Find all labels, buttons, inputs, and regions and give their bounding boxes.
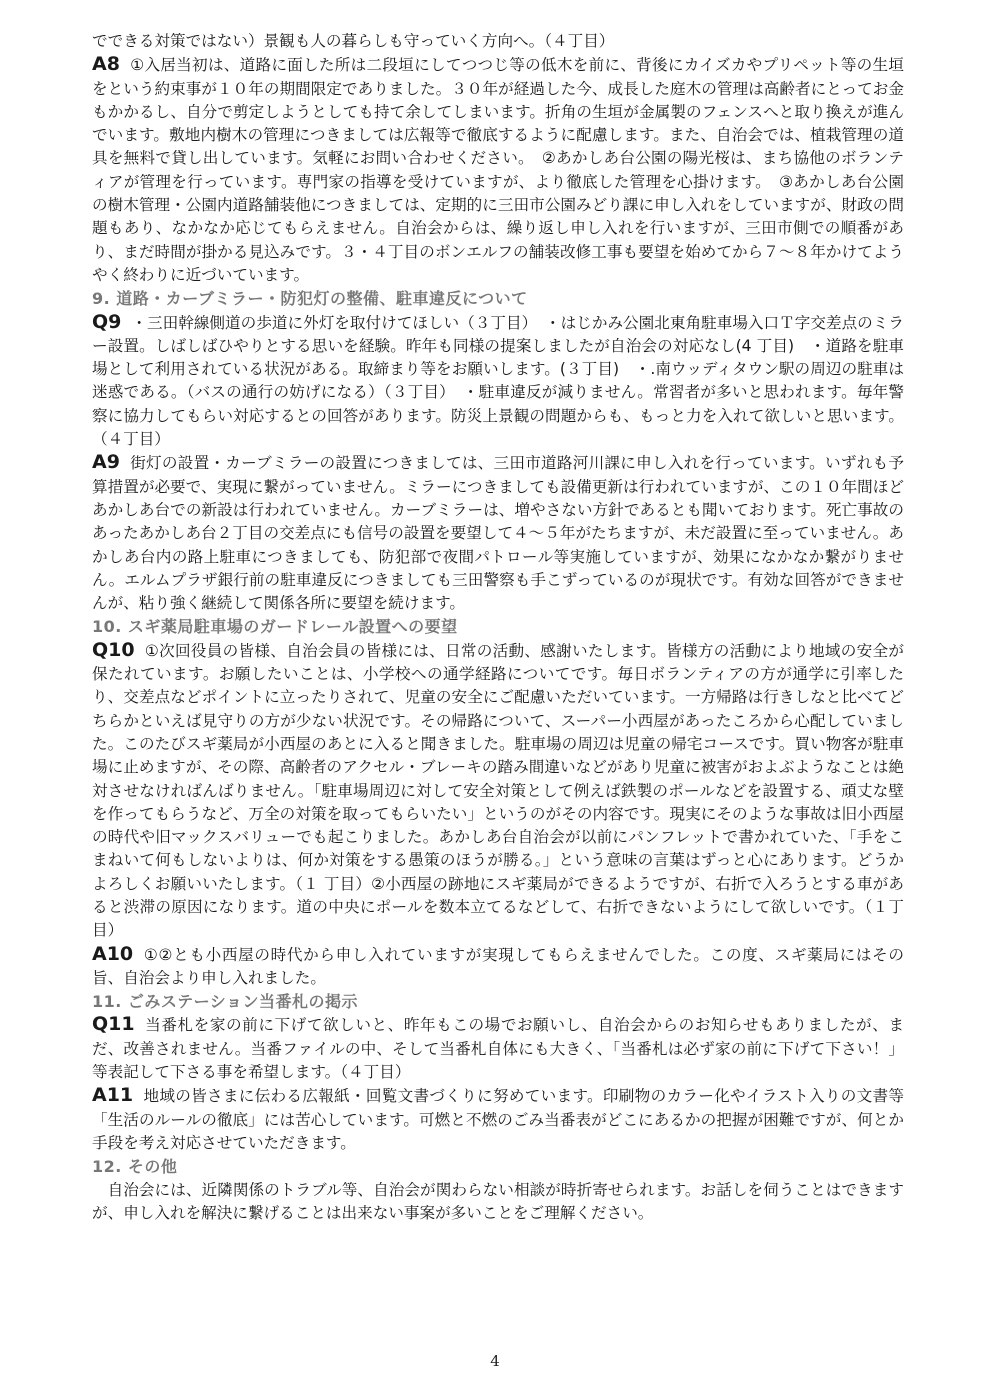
answer-text: ①入居当初は、道路に面した所は二段垣にしてつつじ等の低木を前に、背後にカイズカやプリペット等の生垣をという約束事が１０年の期間限定でありました。３０年が経過した今、成長した庭木の管理は高齢者にとってお金もかかるし、自分で剪定しようとしても持て余してしまいます。折角の生垣が金属製のフェンスへと取り換えが進んでいます。敷地内樹木の管理につきましては広報等で徹底するように配慮します。また、自治会では、植栽管理の道具を無料で貸し出しています。気軽にお問い合わせください。 ②あかしあ台公園の陽光桜は、まち協他のボランティアが管理を行っています。専門家の指導を受けていますが、より徹底した管理を心掛けます。 ③あかしあ台公園の樹木管理・公園内道路舗装他につきましては、定期的に三田市公園みどり課に申し入れをしていますが、財政の問題もあり、なかなか応じてもらえません。自治会からは、繰り返し申し入れを行いますが、三田市側での順番があり、まだ時間が掛かる見込みです。３・４丁目のボンエルフの舗装改修工事も要望を始めてから７～８年かけてようやく終わりに近づいています。 (92, 56, 904, 284)
section-heading-11: 11. ごみステーション当番札の掲示 (92, 992, 358, 1012)
page-number: 4 (490, 1352, 500, 1370)
answer-9 (92, 451, 904, 615)
page-content (92, 30, 904, 1225)
other-paragraph: 自治会には、近隣関係のトラブル等、自治会が関わらない相談が時折寄せられます。お話しを伺うことはできますが、申し入れを解決に繋げることは出来ない事案が多いことをご理解ください。 (92, 1180, 904, 1222)
question-text: 当番札を家の前に下げて欲しいと、昨年もこの場でお願いし、自治会からのお知らせもありましたが、まだ、改善されません。当番ファイルの中、そして当番札自体にも大きく、「当番札は必ず家の前に下げて下さい！」等表記して下さる事を希望します。（４丁目） (92, 1016, 904, 1082)
answer-text: ①②とも小西屋の時代から申し入れていますが実現してもらえませんでした。この度、スギ薬局にはその旨、自治会より申し入れました。 (92, 945, 904, 987)
answer-10 (92, 943, 904, 991)
answer-8 (92, 53, 904, 287)
section-heading-9: 9. 道路・カーブミラー・防犯灯の整備、駐車違反について (92, 289, 528, 309)
question-label: Q9 (92, 310, 122, 333)
question-text: ①次回役員の皆様、自治会員の皆様には、日常の活動、感謝いたします。皆様方の活動により地域の安全が保たれています。お願したいことは、小学校への通学経路についてです。毎日ボランティアの方が通学に引率したり、交差点などポイントに立ったりされて、児童の安全にご配慮いただいています。一方帰路は行きしなと比べてどちらかといえば見守りの方が少ない状況です。その帰路について、スーパー小西屋があったころから心配していました。このたびスギ薬局が小西屋のあとに入ると聞きました。駐車場の周辺は児童の帰宅コースです。買い物客が駐車場に止めますが、その際、高齢者のアクセル・ブレーキの踏み間違いなどがあり児童に被害がおよぶようなことは絶対させなければんばりません。「駐車場周辺に対して安全対策として例えば鉄製のポールなどを設置する、頑丈な壁を作ってもらうなど、万全の対策を取ってもらいたい」というのがその内容です。現実にそのような事故は旧小西屋の時代や旧マックスバリューでも起こりました。あかしあ台自治会が以前にパンフレットで書かれていた、「手をこまねいて何もしないよりは、何か対策をする愚策のほうが勝る。」という意味の言葉はずっと心にあります。どうかよろしくお願いいたします。（１ 丁目）②小西屋の跡地にスギ薬局ができるようですが、右折で入ろうとする車があると渋滞の原因になります。道の中央にポールを数本立てるなどして、右折できないようにして欲しいです。（１丁目） (92, 641, 904, 940)
section-heading-12: 12. その他 (92, 1157, 178, 1177)
answer-text: 街灯の設置・カーブミラーの設置につきましては、三田市道路河川課に申し入れを行っています。いずれも予算措置が必要で、実現に繋がっていません。ミラーにつきましても設備更新は行われていますが、この１０年間ほどあかしあ台での新設は行われていません。カーブミラーは、増やさない方針であるとも聞いております。死亡事故のあったあかしあ台２丁目の交差点にも信号の設置を要望して４～５年がたちますが、未だ設置に至っていません。あかしあ台内の路上駐車につきましても、防犯部で夜間パトロール等実施していますが、効果になかなか繋がりません。エルムプラザ銀行前の駐車違反につきましても三田警察も手こずっているのが現状です。有効な回答ができませんが、粘り強く継続して関係各所に要望を続けます。 (92, 454, 904, 613)
answer-label: A8 (92, 53, 120, 76)
intro-line: でできる対策ではない）景観も人の暮らしも守っていく方向へ。（４丁目） (92, 32, 615, 50)
answer-11 (92, 1084, 904, 1155)
answer-label: A10 (92, 942, 134, 965)
question-label: Q11 (92, 1013, 135, 1036)
answer-label: A9 (92, 451, 120, 474)
answer-label: A11 (92, 1084, 134, 1107)
question-9 (92, 311, 904, 452)
section-heading-10: 10. スギ薬局駐車場のガードレール設置への要望 (92, 617, 458, 637)
question-10 (92, 639, 904, 943)
question-11 (92, 1013, 904, 1084)
question-text: ・三田幹線側道の歩道に外灯を取付けてほしい（３丁目） ・はじかみ公園北東角駐車場入口Ｔ字交差点のミラー設置。しばしばひやりとする思いを経験。昨年も同様の提案しましたが自治会の対応なし(4 丁目) ・道路を駐車場として利用されている状況がある。取締まり等をお願いします。(３丁目) ・.南ウッディタウン駅の周辺の駐車は迷惑である。（バスの通行の妨げになる）（３丁目） ・駐車違反が減りません。常習者が多いと思われます。毎年警察に協力してもらい対応するとの回答があります。防災上景観の問題からも、もっと力を入れて欲しいと思います。（４丁目） (92, 313, 904, 449)
answer-text: 地域の皆さまに伝わる広報紙・回覧文書づくりに努めています。印刷物のカラー化やイラスト入りの文書等「生活のルールの徹底」には苦心しています。可燃と不燃のごみ当番表がどこにあるかの把握が困難ですが、何とか手段を考え対応させていただきます。 (92, 1087, 904, 1152)
question-label: Q10 (92, 638, 135, 661)
